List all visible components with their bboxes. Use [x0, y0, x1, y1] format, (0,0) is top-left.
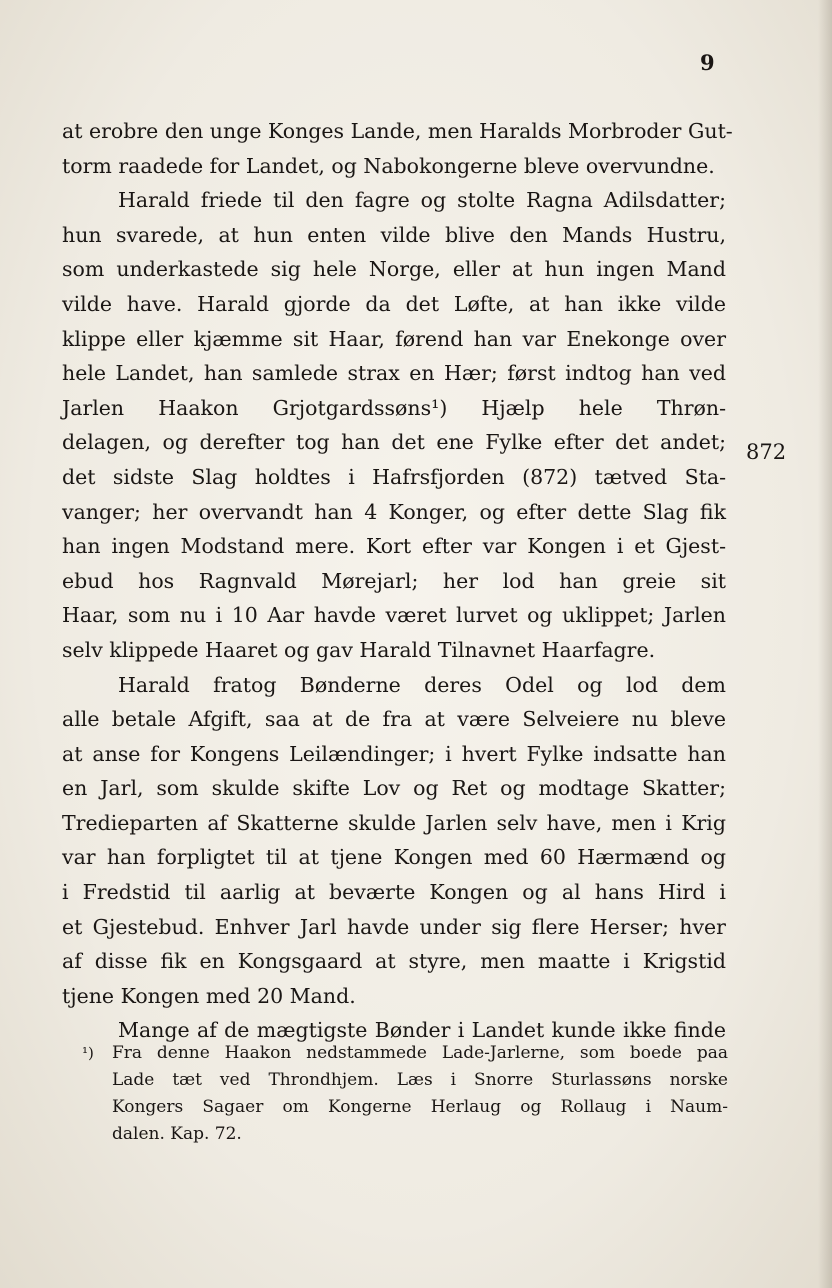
text-line: hele Landet, han samlede strax en Hær; først indtog han ved [62, 361, 726, 386]
text-line: tjene Kongen med 20 Mand. [62, 983, 356, 1008]
text-line: Mange af de mægtigste Bønder i Landet kunde ikke finde [118, 1018, 726, 1043]
text-line: Haar, som nu i 10 Aar havde været lurvet og uklippet; Jarlen [62, 603, 726, 628]
footnote-line: Fra denne Haakon nedstammede Lade-Jarlerne, som boede paa [112, 1043, 728, 1063]
footnote-line: dalen. Kap. 72. [112, 1124, 242, 1144]
text-line: at erobre den unge Konges Lande, men Haralds Morbroder Gut- [62, 119, 733, 143]
page-number: 9 [700, 50, 715, 75]
footnote [82, 1040, 728, 1148]
page-edge-shadow [818, 0, 832, 1288]
text-line: delagen, og derefter tog han det ene Fylke efter det andet; [62, 430, 726, 455]
text-line: var han forpligtet til at tjene Kongen med 60 Hærmænd og [62, 845, 726, 870]
text-line: Tredieparten af Skatterne skulde Jarlen selv have, men i Krig [62, 810, 726, 835]
text-line: en Jarl, som skulde skifte Lov og Ret og modtage Skatter; [62, 776, 726, 801]
text-line: alle betale Afgift, saa at de fra at være Selveiere nu bleve [62, 707, 726, 732]
text-line: selv klippede Haaret og gav Harald Tilnavnet Haarfagre. [62, 637, 656, 662]
footnote-line: Kongers Sagaer om Kongerne Herlaug og Rollaug i Naum- [112, 1097, 728, 1117]
text-line: af disse fik en Kongsgaard at styre, men maatte i Krigstid [62, 949, 726, 974]
text-line: torm raadede for Landet, og Nabokongerne bleve overvundne. [62, 153, 715, 178]
text-line: det sidste Slag holdtes i Hafrsfjorden (872) tætved Sta- [62, 464, 726, 489]
text-line: som underkastede sig hele Norge, eller at hun ingen Mand [62, 257, 726, 282]
body-text [62, 114, 733, 1048]
text-line: et Gjestebud. Enhver Jarl havde under sig flere Herser; hver [62, 914, 726, 939]
margin-year-note: 872 [746, 440, 787, 464]
text-line: klippe eller kjæmme sit Haar, førend han var Enekonge over [62, 326, 726, 351]
text-line: han ingen Modstand mere. Kort efter var Kongen i et Gjest- [62, 534, 726, 559]
text-line: Harald fratog Bønderne deres Odel og lod dem [118, 672, 726, 697]
footnote-line: Lade tæt ved Throndhjem. Læs i Snorre Sturlassøns norske [112, 1070, 728, 1090]
text-line: Harald friede til den fagre og stolte Ragna Adilsdatter; [118, 188, 726, 213]
text-line: i Fredstid til aarlig at beværte Kongen og al hans Hird i [62, 880, 726, 905]
footnote-marker: ¹) [82, 1044, 94, 1062]
text-line: vilde have. Harald gjorde da det Løfte, at han ikke vilde [62, 291, 726, 316]
text-line: Jarlen Haakon Grjotgardssøns¹) Hjælp hele Thrøn- [62, 395, 726, 420]
text-line: vanger; her overvandt han 4 Konger, og efter dette Slag fik [62, 499, 726, 524]
text-line: ebud hos Ragnvald Mørejarl; her lod han greie sit [62, 568, 726, 593]
text-line: at anse for Kongens Leilændinger; i hvert Fylke indsatte han [62, 741, 726, 766]
text-line: hun svarede, at hun enten vilde blive den Mands Hustru, [62, 222, 726, 247]
